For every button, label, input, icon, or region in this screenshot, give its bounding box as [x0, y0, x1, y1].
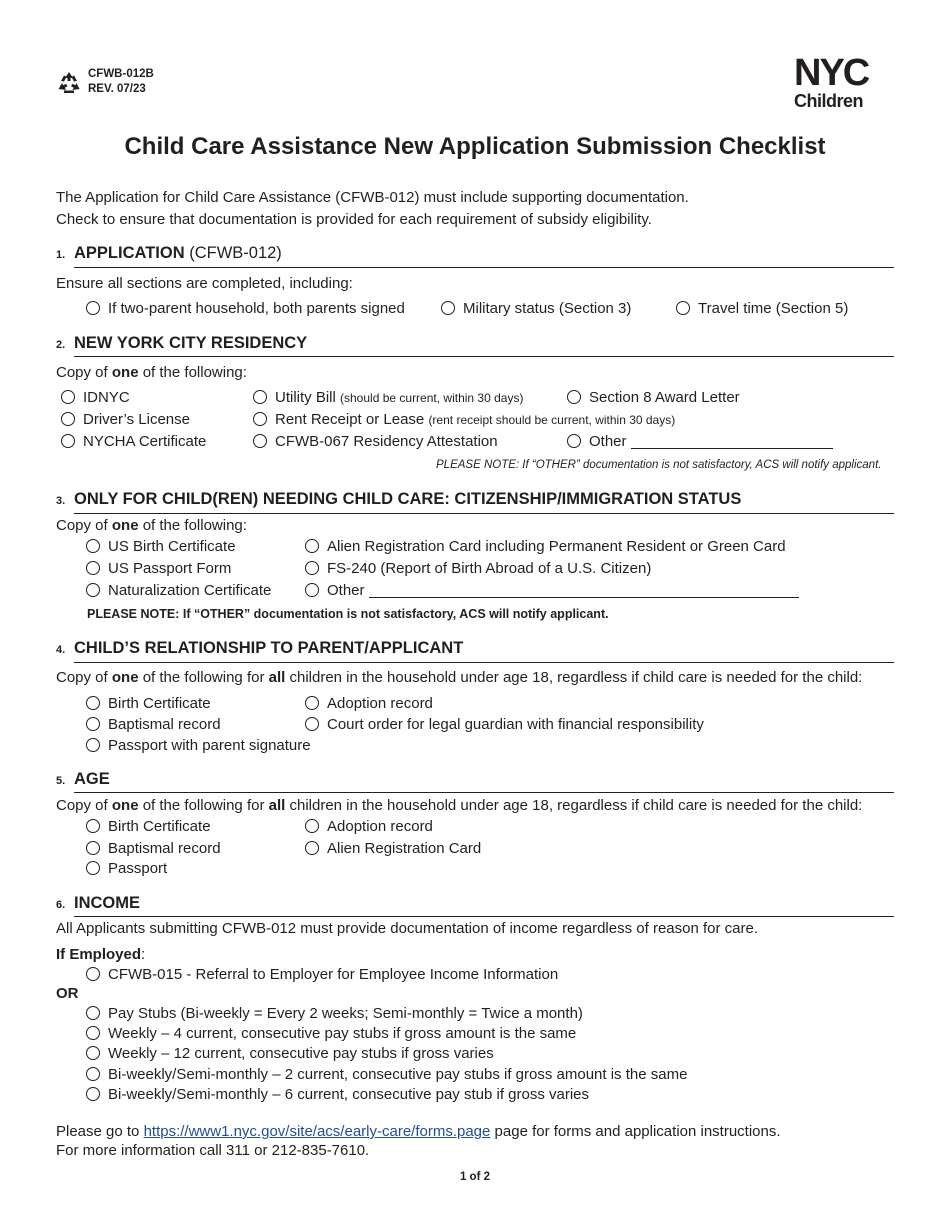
radio-circle[interactable]	[86, 841, 100, 855]
option-label: Other	[327, 582, 365, 599]
intro-line-1: The Application for Child Care Assistance (CFWB-012) must include supporting documentation.	[56, 189, 689, 206]
if-employed-label	[56, 946, 145, 964]
radio-circle[interactable]	[86, 1006, 100, 1020]
section-2-title: NEW YORK CITY RESIDENCY	[74, 334, 308, 352]
option-label: Pay Stubs (Bi-weekly = Every 2 weeks; Semi-monthly = Twice a month)	[108, 1005, 583, 1022]
option-section-8[interactable]	[567, 389, 740, 407]
section-2-note: PLEASE NOTE: If “OTHER” documentation is not satisfactory, ACS will notify applicant.	[436, 459, 882, 471]
option-label: CFWB-015 - Referral to Employer for Employee Income Information	[108, 966, 559, 983]
footer-contact-line: For more information call 311 or 212-835-7610.	[56, 1142, 370, 1159]
option-label: Weekly – 4 current, consecutive pay stubs if gross amount is the same	[108, 1025, 577, 1042]
radio-circle[interactable]	[86, 301, 100, 315]
option-label: Bi-weekly/Semi-monthly – 6 current, consecutive pay stub if gross varies	[108, 1086, 590, 1103]
radio-circle[interactable]	[441, 301, 455, 315]
section-2-desc	[56, 364, 247, 382]
section-3-rule	[74, 513, 894, 514]
option-label: US Passport Form	[108, 560, 232, 577]
section-1-title-suffix: (CFWB-012)	[189, 244, 282, 262]
option-adoption-age[interactable]	[305, 818, 433, 836]
option-birth-certificate-age[interactable]	[86, 818, 211, 836]
radio-circle[interactable]	[86, 819, 100, 833]
option-label: IDNYC	[83, 389, 130, 406]
other-residency-field[interactable]	[631, 448, 833, 449]
desc-text: children in the household under age 18, regardless if child care is needed for the child:	[285, 797, 863, 814]
option-other-residency[interactable]	[567, 433, 833, 451]
radio-circle[interactable]	[86, 1067, 100, 1081]
desc-text: children in the household under age 18, regardless if child care is needed for the child:	[285, 669, 863, 686]
option-weekly-12[interactable]	[86, 1045, 494, 1063]
footer-text: page for forms and application instructions.	[490, 1123, 781, 1140]
section-5-number: 5.	[56, 775, 66, 787]
radio-circle[interactable]	[567, 434, 581, 448]
option-birth-certificate-rel[interactable]	[86, 695, 211, 713]
option-idnyc[interactable]	[61, 389, 130, 407]
desc-bold: all	[268, 669, 286, 686]
section-2-rule	[74, 356, 894, 357]
radio-circle[interactable]	[86, 1046, 100, 1060]
desc-text: Copy of	[56, 364, 112, 381]
option-label: Alien Registration Card	[327, 840, 482, 857]
option-label: Driver’s License	[83, 411, 190, 428]
option-military-status[interactable]	[441, 300, 631, 318]
nyc-logo	[794, 54, 894, 110]
radio-circle[interactable]	[86, 696, 100, 710]
option-biweekly-6[interactable]	[86, 1086, 589, 1104]
option-label: Adoption record	[327, 695, 433, 712]
option-label: Passport	[108, 860, 168, 877]
section-1-desc: Ensure all sections are completed, including:	[56, 275, 353, 292]
radio-circle[interactable]	[305, 696, 319, 710]
option-label: Adoption record	[327, 818, 433, 835]
footer-text: Please go to	[56, 1123, 144, 1140]
desc-bold: one	[111, 669, 139, 686]
desc-bold: all	[268, 797, 286, 814]
radio-circle[interactable]	[86, 1026, 100, 1040]
option-note: (rent receipt should be current, within 30 days)	[428, 413, 676, 427]
desc-text: Copy of	[56, 517, 112, 534]
desc-bold: one	[111, 797, 139, 814]
option-cfwb067[interactable]	[253, 433, 498, 451]
radio-circle[interactable]	[61, 390, 75, 404]
option-label: Military status (Section 3)	[463, 300, 632, 317]
desc-bold: one	[111, 517, 139, 534]
section-6-desc: All Applicants submitting CFWB-012 must provide documentation of income regardless of reason for care.	[56, 920, 758, 937]
radio-circle[interactable]	[86, 561, 100, 575]
radio-circle[interactable]	[305, 717, 319, 731]
option-label: Weekly – 12 current, consecutive pay stubs if gross varies	[108, 1045, 494, 1062]
page-number: 1 of 2	[459, 1171, 491, 1183]
option-label: Travel time (Section 5)	[698, 300, 849, 317]
option-travel-time[interactable]	[676, 300, 848, 318]
radio-circle[interactable]	[253, 390, 267, 404]
option-baptismal-age[interactable]	[86, 840, 221, 858]
radio-circle[interactable]	[305, 841, 319, 855]
section-4-title: CHILD’S RELATIONSHIP TO PARENT/APPLICANT	[74, 639, 464, 657]
option-label: Baptismal record	[108, 716, 221, 733]
option-label: Other	[589, 433, 627, 450]
section-1-title	[74, 244, 282, 263]
radio-circle[interactable]	[86, 861, 100, 875]
desc-text: Copy of	[56, 797, 112, 814]
option-alien-registration-age[interactable]	[305, 840, 481, 858]
radio-circle[interactable]	[676, 301, 690, 315]
section-6-number: 6.	[56, 899, 66, 911]
option-us-passport[interactable]	[86, 560, 231, 578]
section-6-rule	[74, 916, 894, 917]
option-label: Passport with parent signature	[108, 737, 311, 754]
option-label: CFWB-067 Residency Attestation	[275, 433, 498, 450]
section-4-desc	[56, 669, 862, 687]
intro-line-2: Check to ensure that documentation is provided for each requirement of subsidy eligibility.	[56, 211, 652, 228]
section-1-title-text: APPLICATION	[74, 244, 185, 262]
option-label: US Birth Certificate	[108, 538, 236, 555]
option-weekly-4[interactable]	[86, 1025, 576, 1043]
section-4-number: 4.	[56, 644, 66, 656]
option-label: Rent Receipt or Lease	[275, 411, 425, 428]
option-naturalization[interactable]	[86, 582, 271, 600]
radio-circle[interactable]	[86, 967, 100, 981]
option-label: Birth Certificate	[108, 695, 211, 712]
recycle-icon	[56, 70, 82, 96]
radio-circle[interactable]	[305, 583, 319, 597]
option-baptismal-rel[interactable]	[86, 716, 221, 734]
option-label: Court order for legal guardian with financial responsibility	[327, 716, 704, 733]
section-1-rule	[74, 267, 894, 268]
option-both-parents-signed[interactable]	[86, 300, 405, 318]
option-label: Alien Registration Card including Permanent Resident or Green Card	[327, 538, 786, 555]
option-passport-age[interactable]	[86, 860, 167, 878]
option-note: (should be current, within 30 days)	[340, 391, 524, 405]
radio-circle[interactable]	[86, 539, 100, 553]
option-label: FS-240 (Report of Birth Abroad of a U.S. Citizen)	[327, 560, 652, 577]
radio-circle[interactable]	[61, 434, 75, 448]
form-revision: REV. 07/23	[88, 83, 146, 95]
option-label: Birth Certificate	[108, 818, 211, 835]
radio-circle[interactable]	[61, 412, 75, 426]
radio-circle[interactable]	[305, 539, 319, 553]
nyc-logo-sub: Children	[794, 91, 864, 111]
radio-circle[interactable]	[305, 819, 319, 833]
option-utility-bill[interactable]	[253, 389, 523, 407]
option-other-citizenship[interactable]	[305, 582, 799, 600]
radio-circle[interactable]	[253, 434, 267, 448]
desc-text: of the following for	[138, 797, 269, 814]
section-3-number: 3.	[56, 495, 66, 507]
section-3-note: PLEASE NOTE: If “OTHER” documentation is not satisfactory, ACS will notify applicant.	[87, 607, 609, 621]
option-label: Section 8 Award Letter	[589, 389, 740, 406]
option-label: If two-parent household, both parents signed	[108, 300, 405, 317]
desc-text: of the following for	[138, 669, 269, 686]
option-label: Baptismal record	[108, 840, 221, 857]
radio-circle[interactable]	[86, 583, 100, 597]
page-title: Child Care Assistance New Application Submission Checklist	[124, 133, 826, 160]
nyc-logo-text: NYC	[794, 52, 869, 94]
footer-forms-line	[56, 1123, 781, 1141]
option-rent-receipt[interactable]	[253, 411, 675, 429]
radio-circle[interactable]	[86, 1087, 100, 1101]
option-adoption-rel[interactable]	[305, 695, 433, 713]
option-court-order[interactable]	[305, 716, 704, 734]
section-4-rule	[74, 662, 894, 663]
other-citizenship-field[interactable]	[369, 597, 799, 598]
option-alien-registration[interactable]	[305, 538, 786, 556]
option-passport-parent-signature[interactable]	[86, 737, 311, 755]
option-fs240[interactable]	[305, 560, 651, 578]
section-3-title: ONLY FOR CHILD(REN) NEEDING CHILD CARE: CITIZENSHIP/IMMIGRATION STATUS	[74, 490, 742, 508]
radio-circle[interactable]	[567, 390, 581, 404]
option-label: Bi-weekly/Semi-monthly – 2 current, consecutive pay stubs if gross amount is the same	[108, 1066, 688, 1083]
radio-circle[interactable]	[86, 717, 100, 731]
option-nycha-certificate[interactable]	[61, 433, 206, 451]
or-label: OR	[56, 985, 79, 1002]
section-6-title: INCOME	[74, 894, 140, 912]
radio-circle[interactable]	[86, 738, 100, 752]
radio-circle[interactable]	[305, 561, 319, 575]
desc-bold: one	[111, 364, 139, 381]
forms-link[interactable]: https://www1.nyc.gov/site/acs/early-care/forms.page	[143, 1123, 491, 1140]
if-employed-colon: :	[141, 946, 146, 963]
desc-text: of the following:	[138, 517, 247, 534]
option-label: Naturalization Certificate	[108, 582, 272, 599]
option-label: NYCHA Certificate	[83, 433, 207, 450]
option-drivers-license[interactable]	[61, 411, 190, 429]
section-5-title: AGE	[74, 770, 110, 788]
section-5-desc	[56, 797, 862, 815]
section-3-desc	[56, 517, 247, 535]
section-1-number: 1.	[56, 249, 66, 261]
option-pay-stubs[interactable]	[86, 1005, 583, 1023]
section-5-rule	[74, 792, 894, 793]
option-biweekly-2[interactable]	[86, 1066, 687, 1084]
section-2-number: 2.	[56, 339, 66, 351]
option-us-birth-certificate[interactable]	[86, 538, 236, 556]
desc-text: of the following:	[138, 364, 247, 381]
option-label: Utility Bill	[275, 389, 336, 406]
option-cfwb015[interactable]	[86, 966, 558, 984]
desc-text: Copy of	[56, 669, 112, 686]
form-code: CFWB-012B	[88, 68, 154, 80]
radio-circle[interactable]	[253, 412, 267, 426]
if-employed-bold: If Employed	[56, 946, 142, 963]
